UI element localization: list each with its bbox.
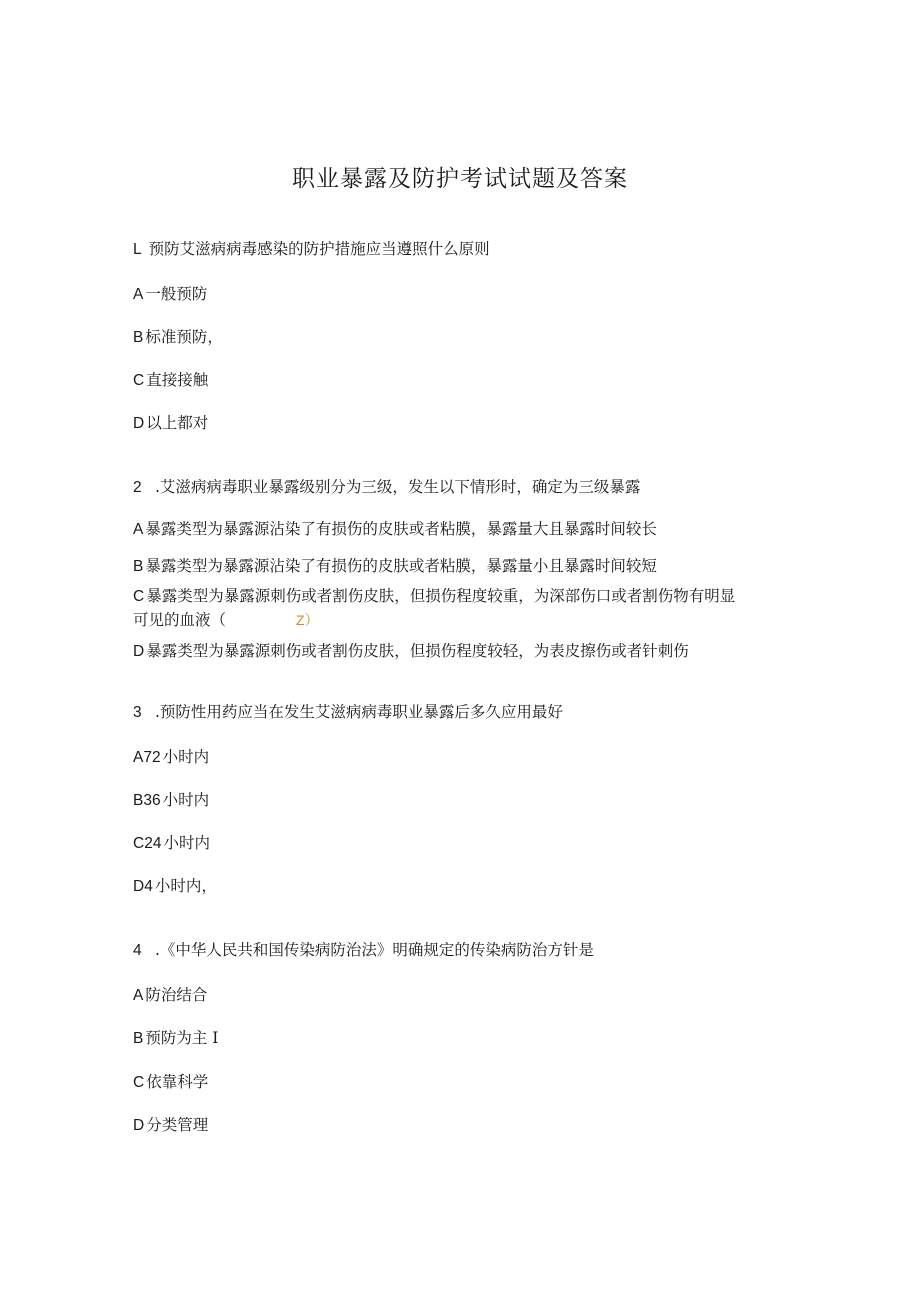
question-1 <box>133 238 490 261</box>
option-label: C <box>133 588 145 605</box>
option-2a <box>133 518 657 541</box>
option-label: B <box>133 558 144 575</box>
option-1d <box>133 412 208 435</box>
option-1a <box>133 283 207 306</box>
option-label: A72 <box>133 749 161 766</box>
option-4d <box>133 1114 208 1137</box>
option-2c <box>133 585 735 608</box>
option-2d <box>133 640 689 663</box>
option-text: 依靠科学 <box>146 1073 209 1091</box>
option-text: 暴露类型为暴露源沾染了有损伤的皮肤或者粘膜，暴露量大且暴露时间较长 <box>145 520 657 538</box>
page-title: 职业暴露及防护考试试题及答案 <box>292 166 628 192</box>
option-text: 小时内 <box>163 834 210 852</box>
option-text: 预防为主 I <box>145 1029 219 1047</box>
option-label: B36 <box>133 792 161 809</box>
question-text: 预防艾滋病病毒感染的防护措施应当遵照什么原则 <box>148 240 490 258</box>
question-text: .预防性用药应当在发生艾滋病病毒职业暴露后多久应用最好 <box>155 703 563 721</box>
option-3b <box>133 789 209 812</box>
option-text: 防治结合 <box>145 986 208 1004</box>
option-label: C <box>133 372 145 389</box>
option-3d <box>133 875 217 898</box>
option-label: D <box>133 415 145 432</box>
question-3 <box>133 701 563 724</box>
option-text: 直接接触 <box>146 371 209 389</box>
option-text: 小时内 <box>162 791 210 809</box>
option-4c <box>133 1071 208 1094</box>
option-label: C24 <box>133 835 162 852</box>
option-text: 暴露类型为暴露源沾染了有损伤的皮肤或者粘膜，暴露量小且暴露时间较短 <box>145 557 657 575</box>
option-label: B <box>133 1030 144 1047</box>
option-4a <box>133 984 207 1007</box>
option-label: C <box>133 1074 145 1091</box>
option-label: A <box>133 286 144 303</box>
option-label: D <box>133 643 145 660</box>
option-text: 一般预防 <box>145 285 208 303</box>
option-label: A <box>133 987 144 1004</box>
question-number: 2 <box>133 479 142 496</box>
option-text: 以上都对 <box>146 414 209 432</box>
option-text-continued: 可见的血液（ <box>133 611 227 629</box>
question-number: 4 <box>133 942 142 959</box>
option-text: 小时内， <box>154 877 217 895</box>
question-4 <box>133 939 594 962</box>
option-text: 暴露类型为暴露源刺伤或者割伤皮肤，但损伤程度较轻，为表皮擦伤或者针刺伤 <box>146 642 689 660</box>
option-text: 标准预防， <box>145 328 223 346</box>
handwritten-mark: Z） <box>296 612 319 628</box>
option-1c <box>133 369 208 392</box>
option-2b <box>133 555 657 578</box>
option-2c-continued <box>133 609 319 631</box>
option-label: A <box>133 521 144 538</box>
question-text: .艾滋病病毒职业暴露级别分为三级，发生以下情形时，确定为三级暴露 <box>155 478 641 496</box>
question-2 <box>133 476 640 499</box>
question-number: L <box>133 241 142 258</box>
option-text: 分类管理 <box>146 1116 209 1134</box>
question-number: 3 <box>133 704 142 721</box>
option-3a <box>133 746 209 769</box>
option-1b <box>133 326 223 349</box>
option-text: 暴露类型为暴露源刺伤或者割伤皮肤，但损伤程度较重，为深部伤口或者割伤物有明显 <box>146 587 736 605</box>
option-label: B <box>133 329 144 346</box>
option-4b <box>133 1027 218 1050</box>
option-text: 小时内 <box>162 748 210 766</box>
option-3c <box>133 832 210 855</box>
option-label: D <box>133 1117 145 1134</box>
option-label: D4 <box>133 878 153 895</box>
question-text: .《中华人民共和国传染病防治法》明确规定的传染病防治方针是 <box>155 941 594 959</box>
